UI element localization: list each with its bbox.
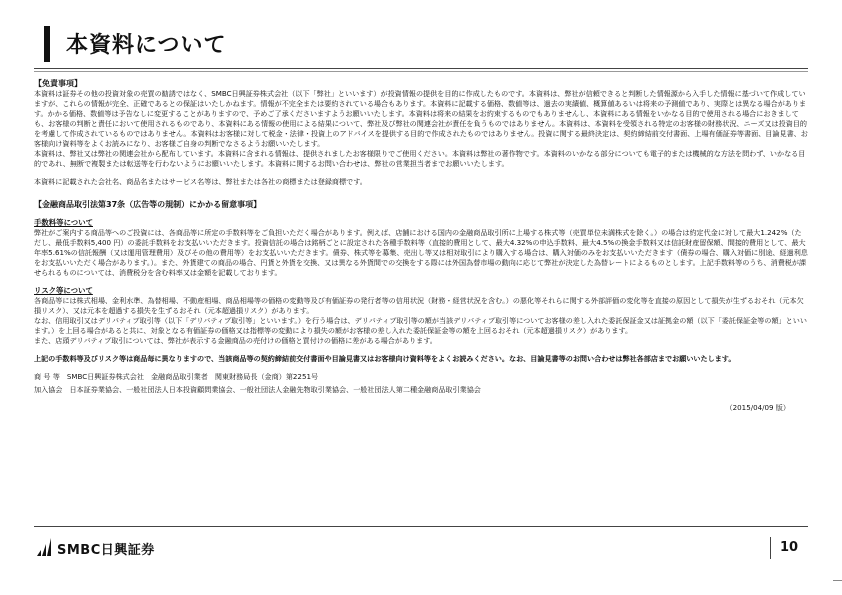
scan-artifact [833, 580, 842, 581]
risks-paragraph: 各商品等には株式相場、金利水準、為替相場、不動産相場、商品相場等の価格の変動等及び有価証券の発行者等の信用状況（財務・経営状況を含む。）の悪化等それらに関する外部評価の変化等を直接の原因として損失が生ずるおそれ（元本欠損リスク）、又は元本を超過する損失を生ずるおそれ（元本超過損リスク）があります。 [34, 296, 804, 315]
footer-divider [34, 526, 808, 527]
page-number-divider [770, 537, 771, 559]
important-notice: 上記の手数料等及びリスク等は商品毎に異なりますので、当該商品等の契約締結前交付書面や目論見書又はお客様向け資料等をよくお読みください。なお、目論見書等のお問い合わせは弊社各部店までお願いいたします。 [34, 354, 736, 363]
risks-paragraph: なお、信用取引又はデリバティブ取引等（以下「デリバティブ取引等」といいます。）を行う場合は、デリバティブ取引等の額が当該デリバティブ取引等についてお客様の差し入れた委託保証金又は証拠金の額（以下「委託保証金等の額」といいます。）を上回る場合があると共に、対象となる有価証券の価格又は指標等の変動により損失の額がお客様の差し入れた委託保証金等の額を上回るおそれ（元本超過損リスク）があります。 [34, 316, 807, 335]
regulation-heading: 【金融商品取引法第37条（広告等の規制）にかかる留意事項】 [34, 200, 262, 209]
document-body [34, 78, 808, 413]
version-date: （2015/04/09 版） [725, 403, 790, 412]
title-accent-bar [44, 26, 50, 62]
fees-heading: 手数料等について [34, 218, 93, 227]
disclaimer-paragraph: 本資料は、弊社又は弊社の関連会社から配布しています。本資料に含まれる情報は、提供されましたお客様限りでご使用ください。本資料は弊社の著作物です。本資料のいかなる部分についても電子的または機械的な方法を問わず、いかなる目的であれ、無断で複製または転送等を行わないようにお願いいたします。本資料に関するお問い合わせは、弊社の営業担当者までお願いいたします。 [34, 149, 806, 168]
company-logo-text: SMBC日興証券 [57, 543, 155, 558]
fees-paragraph: 弊社がご案内する商品等へのご投資には、各商品等に所定の手数料等をご負担いただく場合があります。例えば、店舗における国内の金融商品取引所に上場する株式等（売買単位未満株式を除く。）の場合は約定代金に対して最大1.242%（ただし、最低手数料5,400 円）の委託手数料をお支払いいただきます。投資信託の場合は銘柄ごとに設定された各種手数料等（直接的費用として、最大4.32%の申込手数料、最大4.5%の換金手数料又は信託財産留保額、間接的費用として、最大年率5.61%の信託報酬（又は運用管理費用）及びその他の費用等）をお支払いいただきます。債券、株式等を募集、売出し等又は相対取引により購入する場合は、購入対価のみをお支払いいただきます（債券の場合、購入対価に別途、経過利息をお支払いいただく場合があります。）。また、外貨建ての商品の場合、円貨と外貨を交換、又は異なる外貨間での交換をする際には外国為替市場の動向に応じて弊社が決定した為替レートによるものとします。上記手数料等のうち、消費税が課せられるものについては、消費税分を含む料率又は金額を記載しております。 [34, 228, 808, 277]
company-registration: 商 号 等 SMBC日興証券株式会社 金融商品取引業者 関東財務局長（金商）第2251号 [34, 372, 319, 381]
disclaimer-paragraph: 本資料は証券その他の投資対象の売買の勧誘ではなく、SMBC日興証券株式会社（以下「弊社」といいます）が投資情報の提供を目的に作成したものです。本資料は、弊社が信頼できると判断した情報源から入手した情報に基づいて作成していますが、これらの情報が完全、正確であるとの保証はいたしかねます。情報が不完全または要約されている場合もあります。本資料に記載する価格、数値等は、過去の実績値、概算値あるいは将来の予測値であり、実際とは異なる場合があります。かかる価格、数値等は予告なしに変更することがありますので、予めご了承くださいますようお願いいたします。本資料は将来の結果をお約束するものでもありませんし、本資料にある情報をいかなる目的で使用される場合におきましても、お客様の判断と責任において使用されるものであり、本資料にある情報の使用による結果について、弊社及び弊社の関連会社が責任を負うものではありません。本資料は、本資料を受領される特定のお客様の財務状況、ニーズ又は投資目的を考慮して作成されているものではありません。本資料はお客様に対して税金・法律・投資上のアドバイスを提供する目的で作成されたものではありません。投資に関する最終決定は、契約締結前交付書面、上場有価証券等書面、目論見書、お客様向け資料等をよくお読みになり、お客様ご自身の判断でなさるようお願いいたします。 [34, 89, 808, 148]
risks-paragraph: また、店頭デリバティブ取引については、弊社が表示する金融商品の売付けの価格と買付けの価格に差がある場合があります。 [34, 336, 437, 345]
page-number: 10 [780, 540, 799, 555]
company-associations: 加入協会 日本証券業協会、一般社団法人日本投資顧問業協会、一般社団法人金融先物取引業協会、一般社団法人第二種金融商品取引業協会 [34, 385, 481, 394]
page-title: 本資料について [66, 33, 227, 58]
title-divider-secondary [34, 71, 808, 72]
disclaimer-heading: 【免責事項】 [34, 79, 82, 88]
smbc-logo-icon [37, 538, 51, 556]
trademark-notice: 本資料に記載された会社名、商品名またはサービス名等は、弊社または各社の商標または登録商標です。 [34, 177, 367, 186]
title-divider [34, 68, 808, 69]
risks-heading: リスク等について [34, 286, 93, 295]
